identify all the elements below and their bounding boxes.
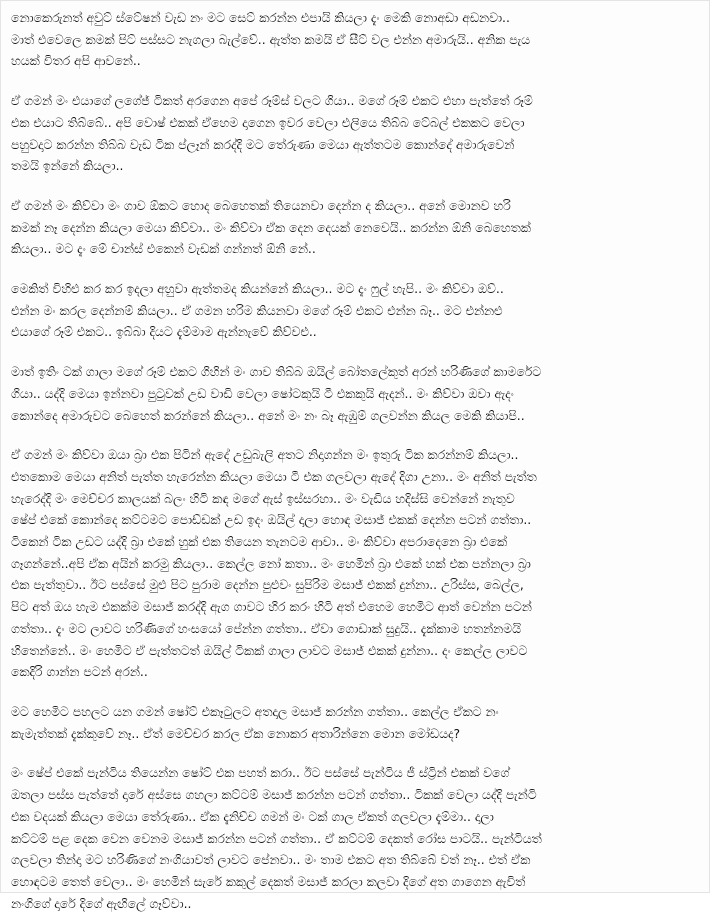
- text-line: මං ෂේප් එකේ පැන්ටිය තියෙන්න ෂෝට් එක පහත් කරා.. ඊට පස්සේ පැන්ටිය ජී ස්ට්‍රින් එකක් වගේ: [11, 765, 510, 781]
- text-line: නොකෙරුනත් අවුට් ස්ටේෂන් වැඩ නං මට සෙට් කරන්න එපායි කියලා දැං මෙකි නොඅඩා අඩනවා..: [11, 10, 510, 25]
- text-line: නංගිගේ දාරේ දිගේ ඇඟිලේ ගෑව්වා..: [11, 895, 192, 911]
- text-line: එන්න මං කරල දෙන්නම් කියලා.. ඒ ගමන හරිම කියනවා මගේ රූම් එකට එන්න බෑ.. මට එන්නළු: [11, 302, 503, 318]
- paragraph: [11, 90, 701, 177]
- text-line: මාත් එවෙලෙ කමක් පිට් පස්සට නැගලා බැල්වේ.. ඇත්ත කමයි ඒ සීට් වල එන්න අමාරුයි.. අනික පැය: [11, 31, 531, 47]
- text-line: එයාගේ රූම් එකට.. ඉබ්බා දියට දැම්මාම ඇන්නැවේ කිව්වළු..: [11, 324, 317, 340]
- text-line: ඒ ගමන් මං කිව්වා ඔයා බ්‍රා එක පිටින් ඇදේ උඩුබැලි අතට නිදාගන්න මං ඉතුරු ටික කරන්නම් කියලා..: [11, 447, 519, 463]
- text-line: මට හෙමිට පහලට යන ගමන් ෂෝට් එකෑටුලට අතදාල මසාජ් කරන්න ගත්තා.. කෙල්ල ඒකට නං: [11, 703, 499, 719]
- text-line: එක පැත්තුවා.. ඊට පස්සේ මුළු පිට පුරාම දෙන්න පුළුවං සුපිරිම මසාජ් එකක් දුන්නා.. උරිස්ස, බෙල්ල,: [11, 577, 524, 593]
- text-line: කියලා.. මට දැං මේ චාන්ස් එකෙන් වැඩක් ගන්නත් ඕනි නේ..: [11, 241, 316, 257]
- text-line: ටිකෙන් ටික උඩට යද්දි බ්‍රා එකේ හුක් එක තියෙන තැනටම ආවා.. මං කිව්වා අපරාදෙනෙ බ්‍රා එකේ: [11, 534, 508, 550]
- text-line: හිතෙන්නේ.. මං හෙමිට ඒ පැත්තටත් ඔයිල් ටිකක් ගාලා ලාවට මසාජ් එකක් දුන්නා.. දං කෙල්ල ලාවට: [11, 642, 528, 658]
- text-line: ගෑගන්නේ..අපි ඒක අයින් කරමු කියලා.. කෙල්ල නෝ කතා.. මං හෙමින් බ්‍රා එකේ හක් එක පන්නලා බ්‍රා: [11, 555, 531, 571]
- text-line: එක එයාට තිබ්බේ.. අපි වොෂ් එකක් ඒහෙම දාගෙන ඉවර වෙලා එලියෙ තිබ්බ ටේබල් එකකට වෙලා: [11, 114, 525, 130]
- text-line: පහුවදාට කරන්න තිබ්බ වැඩ ටික ප්ලෑන් කරද්දි මට තේරුණා මෙයා ඇත්තටම කොන්දේ අමාරුවෙන්: [11, 136, 515, 152]
- text-line: හයක් විතර අපි ආවනේ..: [11, 53, 141, 69]
- text-line: කමක් නෑ දෙන්න කියලා මෙයා කිව්වා.. මං කිව්වා ඒක දෙන දෙයක් නෙවෙයි.. කරන්න ඕනි බෙහෙතක්: [11, 219, 531, 235]
- text-line: කට්ටම් පළ දෙක වෙන වෙනම මසාජ් කරන්න පටන් ගත්තා.. ඒ කට්ටම් දෙකත් රෝස පාටයි.. පැන්ටියත්: [11, 830, 542, 846]
- text-line: හොඳටම තෙත් වෙලා.. මං හෙමින් සැරේ කකුල් දෙකත් මසාජ් කරලා කලවා දිගේ අත ගාගෙන ඇවිත්: [11, 873, 526, 889]
- text-line: ගියා.. යද්දි මෙයා ඉන්නවා පුටුවක් උඩ වාඩි වෙලා ෂෝටකුයි ටී එකකුයි ඇදන්.. මං කිව්වා ඔවා ඇදං: [11, 385, 514, 401]
- text-line: ඒ ගමන් මං කිව්වා මං ගාව ඕකට හොද බෙහෙතක් තියෙනවා දෙන්න ද කියලා.. අනේ මොනව හරි: [11, 197, 511, 213]
- paragraph: [11, 278, 701, 343]
- paragraph: [11, 361, 701, 426]
- text-line: මෙකිත් විහිළු කර කර ඉදලා අහුවා ඇත්තමද කියන්නේ කියලා.. මට දැං ෆුල් හැපි.. මං කිව්වා ඔව්..: [11, 281, 504, 297]
- text-line: ෂේප් එකේ කොන්දෙ කට්ටමට පොඩ්ඩක් උඩ ඉදං ඔයිල් දාලා හොඳ මසාජ් එකක් දෙන්න පටන් ගත්තා..: [11, 512, 532, 528]
- paragraph: [11, 7, 701, 72]
- text-line: පිට අත් ඔය හැම එකක්ම මසාජ් කරද්දි ඇග ගාවට හිර කරං හිටි අත් එහෙම හෙමිට ආත් වෙන්න පටන්: [11, 599, 532, 615]
- text-line: මාත් ඉතිං ටක් ගාලා මගේ රූම් එකට ගිහින් මං ගාව තිබ්බ ඔයිල් බෝතලේකුත් අරන් හරිණිගේ කාමරේට: [11, 364, 542, 380]
- text-line: ගත්තා.. දැං මට ලාවට හරිණිගේ හංසයෝ පේන්න ගත්තා.. ඒවා ගොඩාක් සුදුයි.. දැක්කාම හතන්නමයි: [11, 620, 522, 636]
- text-line: එතකොම මෙයා අනිත් පැත්ත හැරෙන්න කියලා මෙයා ටී එක ගලවලා ඇදේ දිගා උනා.. මං අනිත් පැත්ත: [11, 468, 537, 484]
- paragraph: [11, 701, 701, 744]
- text-line: ඔතලා පස්ස පැත්තේ දාරේ අස්සෙ ගහලා කට්ටම් මසාජ් කරන්න පටන් ගත්තා.. ටිකක් වෙලා යද්දි පැන්ටි: [11, 787, 537, 803]
- text-line: ගලවලා තින්දා මට හරිණිගේ නංගියාවත් ලාවට පේනවා.. මං තාම එකට අත තිබ්බේ වත් නෑ.. එත් ඒක: [11, 852, 531, 868]
- text-line: කෙදිරි ගාන්න පටන් අරන්..: [11, 664, 148, 680]
- paragraph: [11, 444, 701, 683]
- text-line: කැමැත්තක් දැක්කුවේ නෑ.. ඒත් මෙච්චර කරල ඒක නොකර අතාරින්නෙ මොන මෝඩයද?: [11, 725, 461, 741]
- text-line: ඒ ගමන් මං එයාගේ ලගේජ් ටිකත් අරගෙන අපේ රූම්ස් වලට ගියා.. මගේ රූම් එකට එහා පැත්තේ රූම්: [11, 93, 533, 109]
- paragraph: [11, 762, 701, 914]
- text-line: එක වදයක් කියලා මෙයා තේරුණා.. ඒක දැනිච්ච ගමන් මං ටක් ගාල ඒකත් ගලවලා දැම්මා.. දාලා: [11, 808, 494, 824]
- text-line: තමයි ඉන්නේ කියලා..: [11, 158, 124, 174]
- text-line: හැරෙද්දි මං මෙච්චර කාලයක් බලං හිටි කඳ මගේ ඇස් ඉස්සරහා.. මං වැඩිය හදිස්සි වෙන්නේ නැතුව: [11, 490, 515, 506]
- paragraph: [11, 195, 701, 260]
- text-line: කොන්දෙ අමාරුවට බෙහෙත් කරන්නේ කියලා.. අනේ මං නං බෑ ඇඹුම් ගලවන්න කියල මෙකි කියාපි..: [11, 407, 525, 423]
